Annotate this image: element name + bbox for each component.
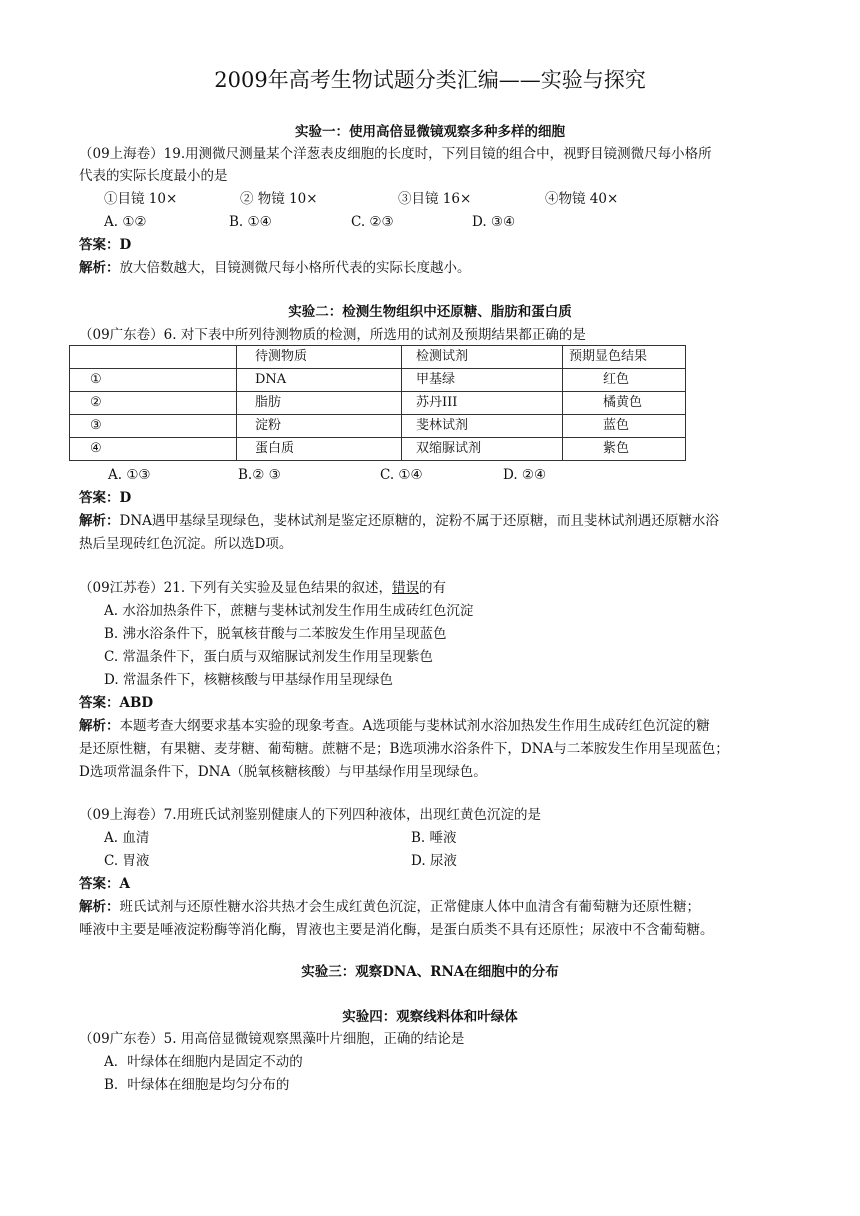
answer xyxy=(79,487,799,509)
table-row xyxy=(70,369,686,392)
table-header-cell: 预期显色结果 xyxy=(563,346,686,369)
option: B．叶绿体在细胞是均匀分布的 xyxy=(104,1077,290,1093)
table-cell: 脂肪 xyxy=(237,392,402,415)
question-text xyxy=(79,577,799,599)
answer-value: A xyxy=(119,876,130,892)
table-cell: ② xyxy=(70,392,237,415)
analysis-label: 解析： xyxy=(79,718,120,734)
table-cell: 蓝色 xyxy=(563,415,686,438)
question-text: （09广东卷）5. 用高倍显微镜观察黑藻叶片细胞，正确的结论是 xyxy=(79,1031,465,1047)
answer-label: 答案： xyxy=(79,876,120,892)
analysis-label: 解析： xyxy=(79,899,120,915)
table-cell: 橘黄色 xyxy=(563,392,686,415)
option: D. 尿液 xyxy=(411,853,457,869)
option: B. 沸水浴条件下，脱氧核苷酸与二苯胺发生作用呈现蓝色 xyxy=(104,626,447,642)
table-row xyxy=(70,415,686,438)
table-cell: ③ xyxy=(70,415,237,438)
item: ④物镜 40× xyxy=(545,191,619,207)
table-row xyxy=(70,438,686,461)
table-cell: 双缩脲试剂 xyxy=(402,438,563,461)
document-title: 2009年高考生物试题分类汇编——实验与探究 xyxy=(214,68,646,92)
answer xyxy=(79,692,799,714)
table-row xyxy=(70,392,686,415)
table-cell: 蛋白质 xyxy=(237,438,402,461)
table-header-row xyxy=(70,346,686,369)
analysis-text: 热后呈现砖红色沉淀。所以选D项。 xyxy=(79,536,293,552)
question-text: （09广东卷）6. 对下表中所列待测物质的检测，所选用的试剂及预期结果都正确的是 xyxy=(79,327,586,343)
question-prefix: （09江苏卷）21. 下列有关实验及显色结果的叙述， xyxy=(79,580,392,596)
option: D. ②④ xyxy=(503,467,547,483)
table-cell: 斐林试剂 xyxy=(402,415,563,438)
question-text: 代表的实际长度最小的是 xyxy=(79,168,228,184)
table-header-cell xyxy=(70,346,237,369)
answer-label: 答案： xyxy=(79,490,120,506)
option: C. 常温条件下，蛋白质与双缩脲试剂发生作用呈现紫色 xyxy=(104,649,433,665)
underlined-word: 错误 xyxy=(391,580,419,596)
option: D. ③④ xyxy=(472,214,516,230)
analysis-text: 本题考查大纲要求基本实验的现象考查。A选项能与斐林试剂水浴加热发生作用生成砖红色沉淀的糖 xyxy=(119,718,710,734)
table-cell: ① xyxy=(70,369,237,392)
analysis-text: D选项常温条件下，DNA（脱氧核糖核酸）与甲基绿作用呈现绿色。 xyxy=(79,764,487,780)
question-suffix: 的有 xyxy=(418,580,446,596)
item: ①目镜 10× xyxy=(104,191,178,207)
table-cell: 甲基绿 xyxy=(402,369,563,392)
analysis-text: 放大倍数越大，目镜测微尺每小格所代表的实际长度越小。 xyxy=(119,260,471,276)
option: A. 水浴加热条件下，蔗糖与斐林试剂发生作用生成砖红色沉淀 xyxy=(104,603,474,619)
option: B. ①④ xyxy=(229,214,272,230)
option: B. 唾液 xyxy=(411,830,457,846)
answer-value: D xyxy=(119,237,132,253)
answer-label: 答案： xyxy=(79,695,120,711)
table-cell: ④ xyxy=(70,438,237,461)
section-heading-exp1: 实验一：使用高倍显微镜观察多种多样的细胞 xyxy=(295,124,565,140)
analysis xyxy=(79,510,799,532)
analysis-text: 班氏试剂与还原性糖水浴共热才会生成红黄色沉淀，正常健康人体中血清含有葡萄糖为还原性糖； xyxy=(119,899,700,915)
option: A. ①② xyxy=(104,214,147,230)
table-header-cell: 待测物质 xyxy=(237,346,402,369)
table-cell: 苏丹III xyxy=(402,392,563,415)
table-cell: 红色 xyxy=(563,369,686,392)
option: C. ②③ xyxy=(351,214,394,230)
option: C. ①④ xyxy=(380,467,423,483)
analysis-text: 唾液中主要是唾液淀粉酶等消化酶，胃液也主要是消化酶，是蛋白质类不具有还原性；尿液中不含葡萄糖。 xyxy=(79,922,714,938)
answer xyxy=(79,234,799,256)
analysis xyxy=(79,715,799,737)
analysis-text: 是还原性糖，有果糖、麦芽糖、葡萄糖。蔗糖不是；B选项沸水浴条件下，DNA与二苯胺发生作用呈现蓝色； xyxy=(79,741,729,757)
question-text: （09上海卷）7.用班氏试剂鉴别健康人的下列四种液体，出现红黄色沉淀的是 xyxy=(79,807,542,823)
option: A. 血清 xyxy=(104,830,150,846)
analysis xyxy=(79,257,799,279)
item: ③目镜 16× xyxy=(398,191,472,207)
answer xyxy=(79,873,799,895)
item: ② 物镜 10× xyxy=(240,191,318,207)
analysis xyxy=(79,896,799,918)
option: A. ①③ xyxy=(108,467,151,483)
table-header-cell: 检测试剂 xyxy=(402,346,563,369)
analysis-label: 解析： xyxy=(79,260,120,276)
table-cell: DNA xyxy=(237,369,402,392)
answer-label: 答案： xyxy=(79,237,120,253)
option: C. 胃液 xyxy=(104,853,150,869)
answer-value: D xyxy=(119,490,132,506)
option: A．叶绿体在细胞内是固定不动的 xyxy=(104,1054,303,1070)
question-text: （09上海卷）19.用测微尺测量某个洋葱表皮细胞的长度时，下列目镜的组合中，视野目镜测微尺每小格所 xyxy=(79,146,712,162)
reagent-table xyxy=(69,345,686,461)
answer-value: ABD xyxy=(119,695,154,711)
table-cell: 紫色 xyxy=(563,438,686,461)
section-heading-exp3: 实验三：观察DNA、RNA在细胞中的分布 xyxy=(301,964,559,980)
table-cell: 淀粉 xyxy=(237,415,402,438)
section-heading-exp4: 实验四：观察线料体和叶绿体 xyxy=(342,1009,518,1025)
option: B.② ③ xyxy=(238,467,281,483)
option: D. 常温条件下，核糖核酸与甲基绿作用呈现绿色 xyxy=(104,672,393,688)
analysis-label: 解析： xyxy=(79,513,120,529)
section-heading-exp2: 实验二：检测生物组织中还原糖、脂肪和蛋白质 xyxy=(288,304,572,320)
analysis-text: DNA遇甲基绿呈现绿色，斐林试剂是鉴定还原糖的，淀粉不属于还原糖，而且斐林试剂遇还原糖水浴 xyxy=(119,513,719,529)
